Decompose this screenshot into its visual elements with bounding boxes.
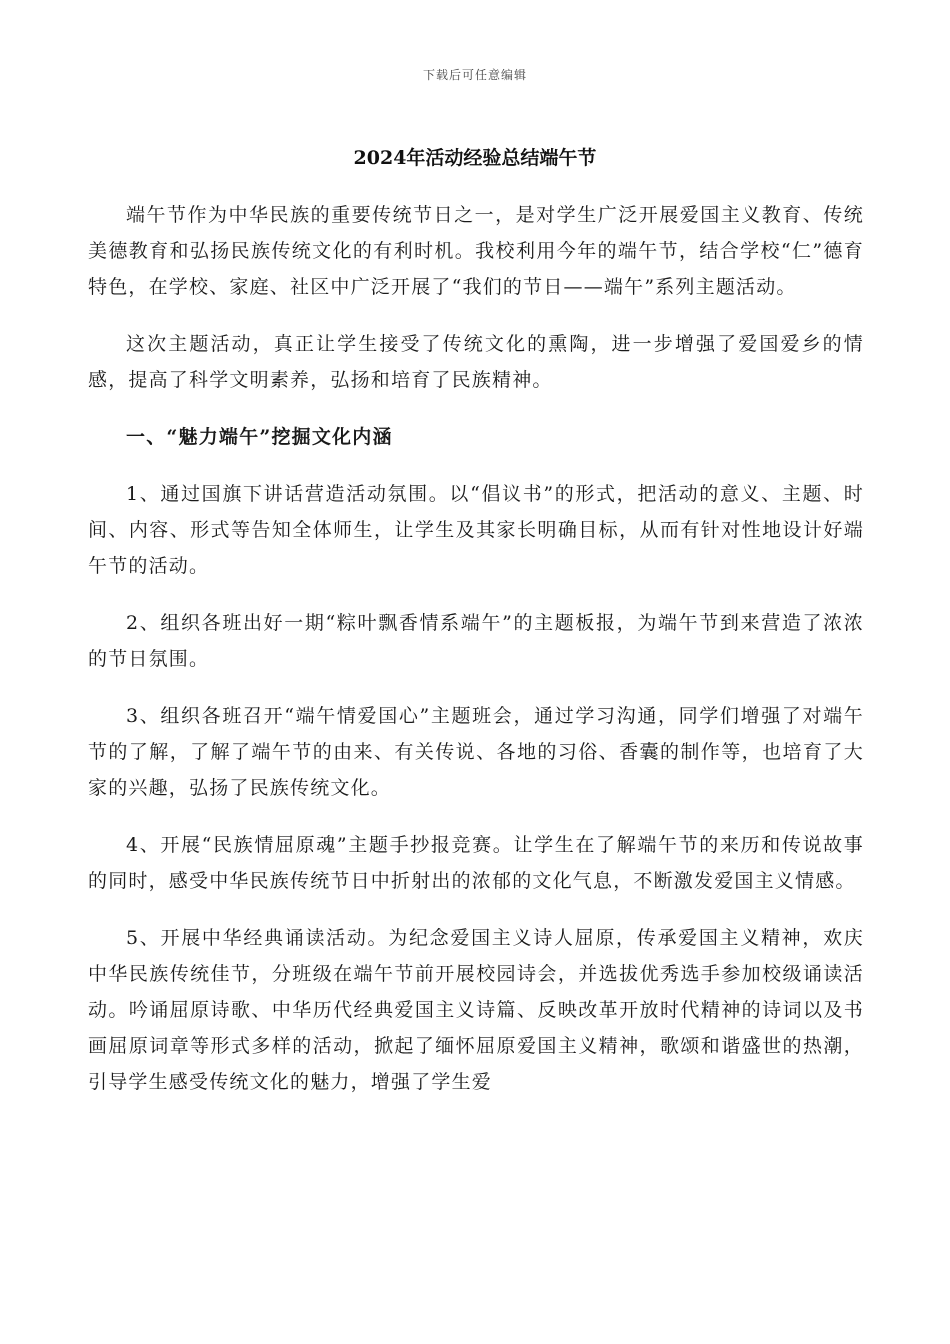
list-item: 3、组织各班召开“端午情爱国心”主题班会，通过学习沟通，同学们增强了对端午节的了解，了解了端午节的由来、有关传说、各地的习俗、香囊的制作等，也培育了大家的兴趣，弘扬了民族传统文化。 <box>88 705 864 799</box>
list-item: 4、开展“民族情屈原魂”主题手抄报竞赛。让学生在了解端午节的来历和传说故事的同时，感受中华民族传统节日中折射出的浓郁的文化气息，不断激发爱国主义情感。 <box>88 834 864 892</box>
header-note: 下载后可任意编辑 <box>422 68 527 82</box>
document-body <box>88 197 864 1121</box>
section-heading: 一、“魅力端午”挖掘文化内涵 <box>126 426 393 448</box>
document-title: 2024年活动经验总结端午节 <box>353 147 597 169</box>
list-item: 5、开展中华经典诵读活动。为纪念爱国主义诗人屈原，传承爱国主义精神，欢庆中华民族传统佳节，分班级在端午节前开展校园诗会，并选拔优秀选手参加校级诵读活动。吟诵屈原诗歌、中华历代经典爱国主义诗篇、反映改革开放时代精神的诗词以及书画屈原词章等形式多样的活动，掀起了缅怀屈原爱国主义精神，歌颂和谐盛世的热潮，引导学生感受传统文化的魅力，增强了学生爱 <box>88 927 864 1093</box>
intro-paragraph: 这次主题活动，真正让学生接受了传统文化的熏陶，进一步增强了爱国爱乡的情感，提高了科学文明素养，弘扬和培育了民族精神。 <box>88 333 864 391</box>
intro-paragraph: 端午节作为中华民族的重要传统节日之一，是对学生广泛开展爱国主义教育、传统美德教育和弘扬民族传统文化的有利时机。我校利用今年的端午节，结合学校“仁”德育特色，在学校、家庭、社区中广泛开展了“我们的节日——端午”系列主题活动。 <box>88 204 864 298</box>
list-item: 2、组织各班出好一期“粽叶飘香情系端午”的主题板报，为端午节到来营造了浓浓的节日氛围。 <box>88 612 864 670</box>
list-item: 1、通过国旗下讲话营造活动氛围。以“倡议书”的形式，把活动的意义、主题、时间、内容、形式等告知全体师生，让学生及其家长明确目标，从而有针对性地设计好端午节的活动。 <box>88 483 864 577</box>
